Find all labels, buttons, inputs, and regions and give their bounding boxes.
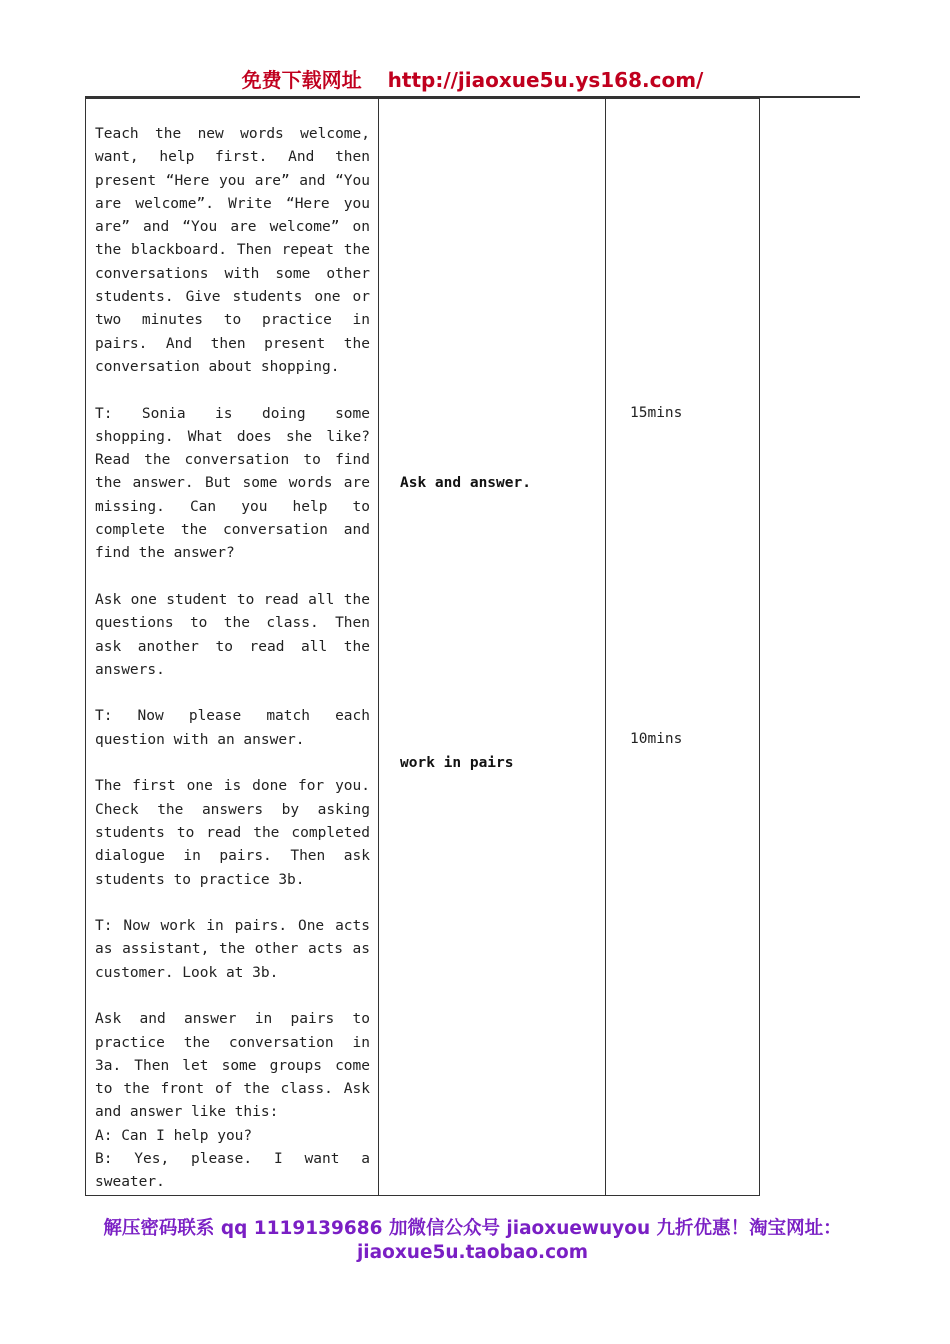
procedure-paragraph-1: Teach the new words welcome, want, help first. And then present “Here you are” and “You are welcome”. Write “Here you are” and “You are welcome” on the blackboard. Then repeat the conversations with some other students. Give students one or two minutes to practice in pairs. And then present the conversation about shopping. <box>95 126 370 375</box>
procedure-paragraph-5: The first one is done for you. Check the answers by asking students to read the completed dialogue in pairs. Then ask students to practice 3b. <box>95 778 370 888</box>
procedure-paragraph-2: T: Sonia is doing some shopping. What does she like? Read the conversation to find the answer. But some words are missing. Can you help to complete the conversation and find the answer? <box>95 405 370 562</box>
activity-ask-answer: Ask and answer. <box>400 475 531 491</box>
time-15mins: 15mins <box>630 405 683 421</box>
procedure-column <box>86 99 379 1196</box>
procedure-paragraph-7: Ask and answer in pairs to practice the conversation in 3a. Then let some groups come to the front of the class. Ask and answer like this: A: Can I help you? B: Yes, please. I want a sweater. <box>95 1011 370 1191</box>
activity-column <box>379 99 606 1196</box>
page-header <box>85 64 860 98</box>
page-footer: 解压密码联系 qq 1119139686 加微信公众号 jiaoxuewuyou 九折优惠！淘宝网址：jiaoxue5u.taobao.com <box>103 1218 842 1263</box>
header-url-link[interactable]: http://jiaoxue5u.ys168.com/ <box>387 68 704 92</box>
procedure-paragraph-3: Ask one student to read all the questions to the class. Then ask another to read all the answers. <box>95 591 370 678</box>
header-label: 免费下载网址 <box>241 68 362 92</box>
activity-pair-work: work in pairs <box>400 755 514 771</box>
time-column <box>606 99 760 1196</box>
procedure-paragraph-6: T: Now work in pairs. One acts as assistant, the other acts as customer. Look at 3b. <box>95 918 370 981</box>
lesson-plan-table <box>85 98 760 1196</box>
time-10mins: 10mins <box>630 731 683 747</box>
table-row <box>86 99 760 1196</box>
procedure-paragraph-4: T: Now please match each question with an answer. <box>95 708 370 748</box>
